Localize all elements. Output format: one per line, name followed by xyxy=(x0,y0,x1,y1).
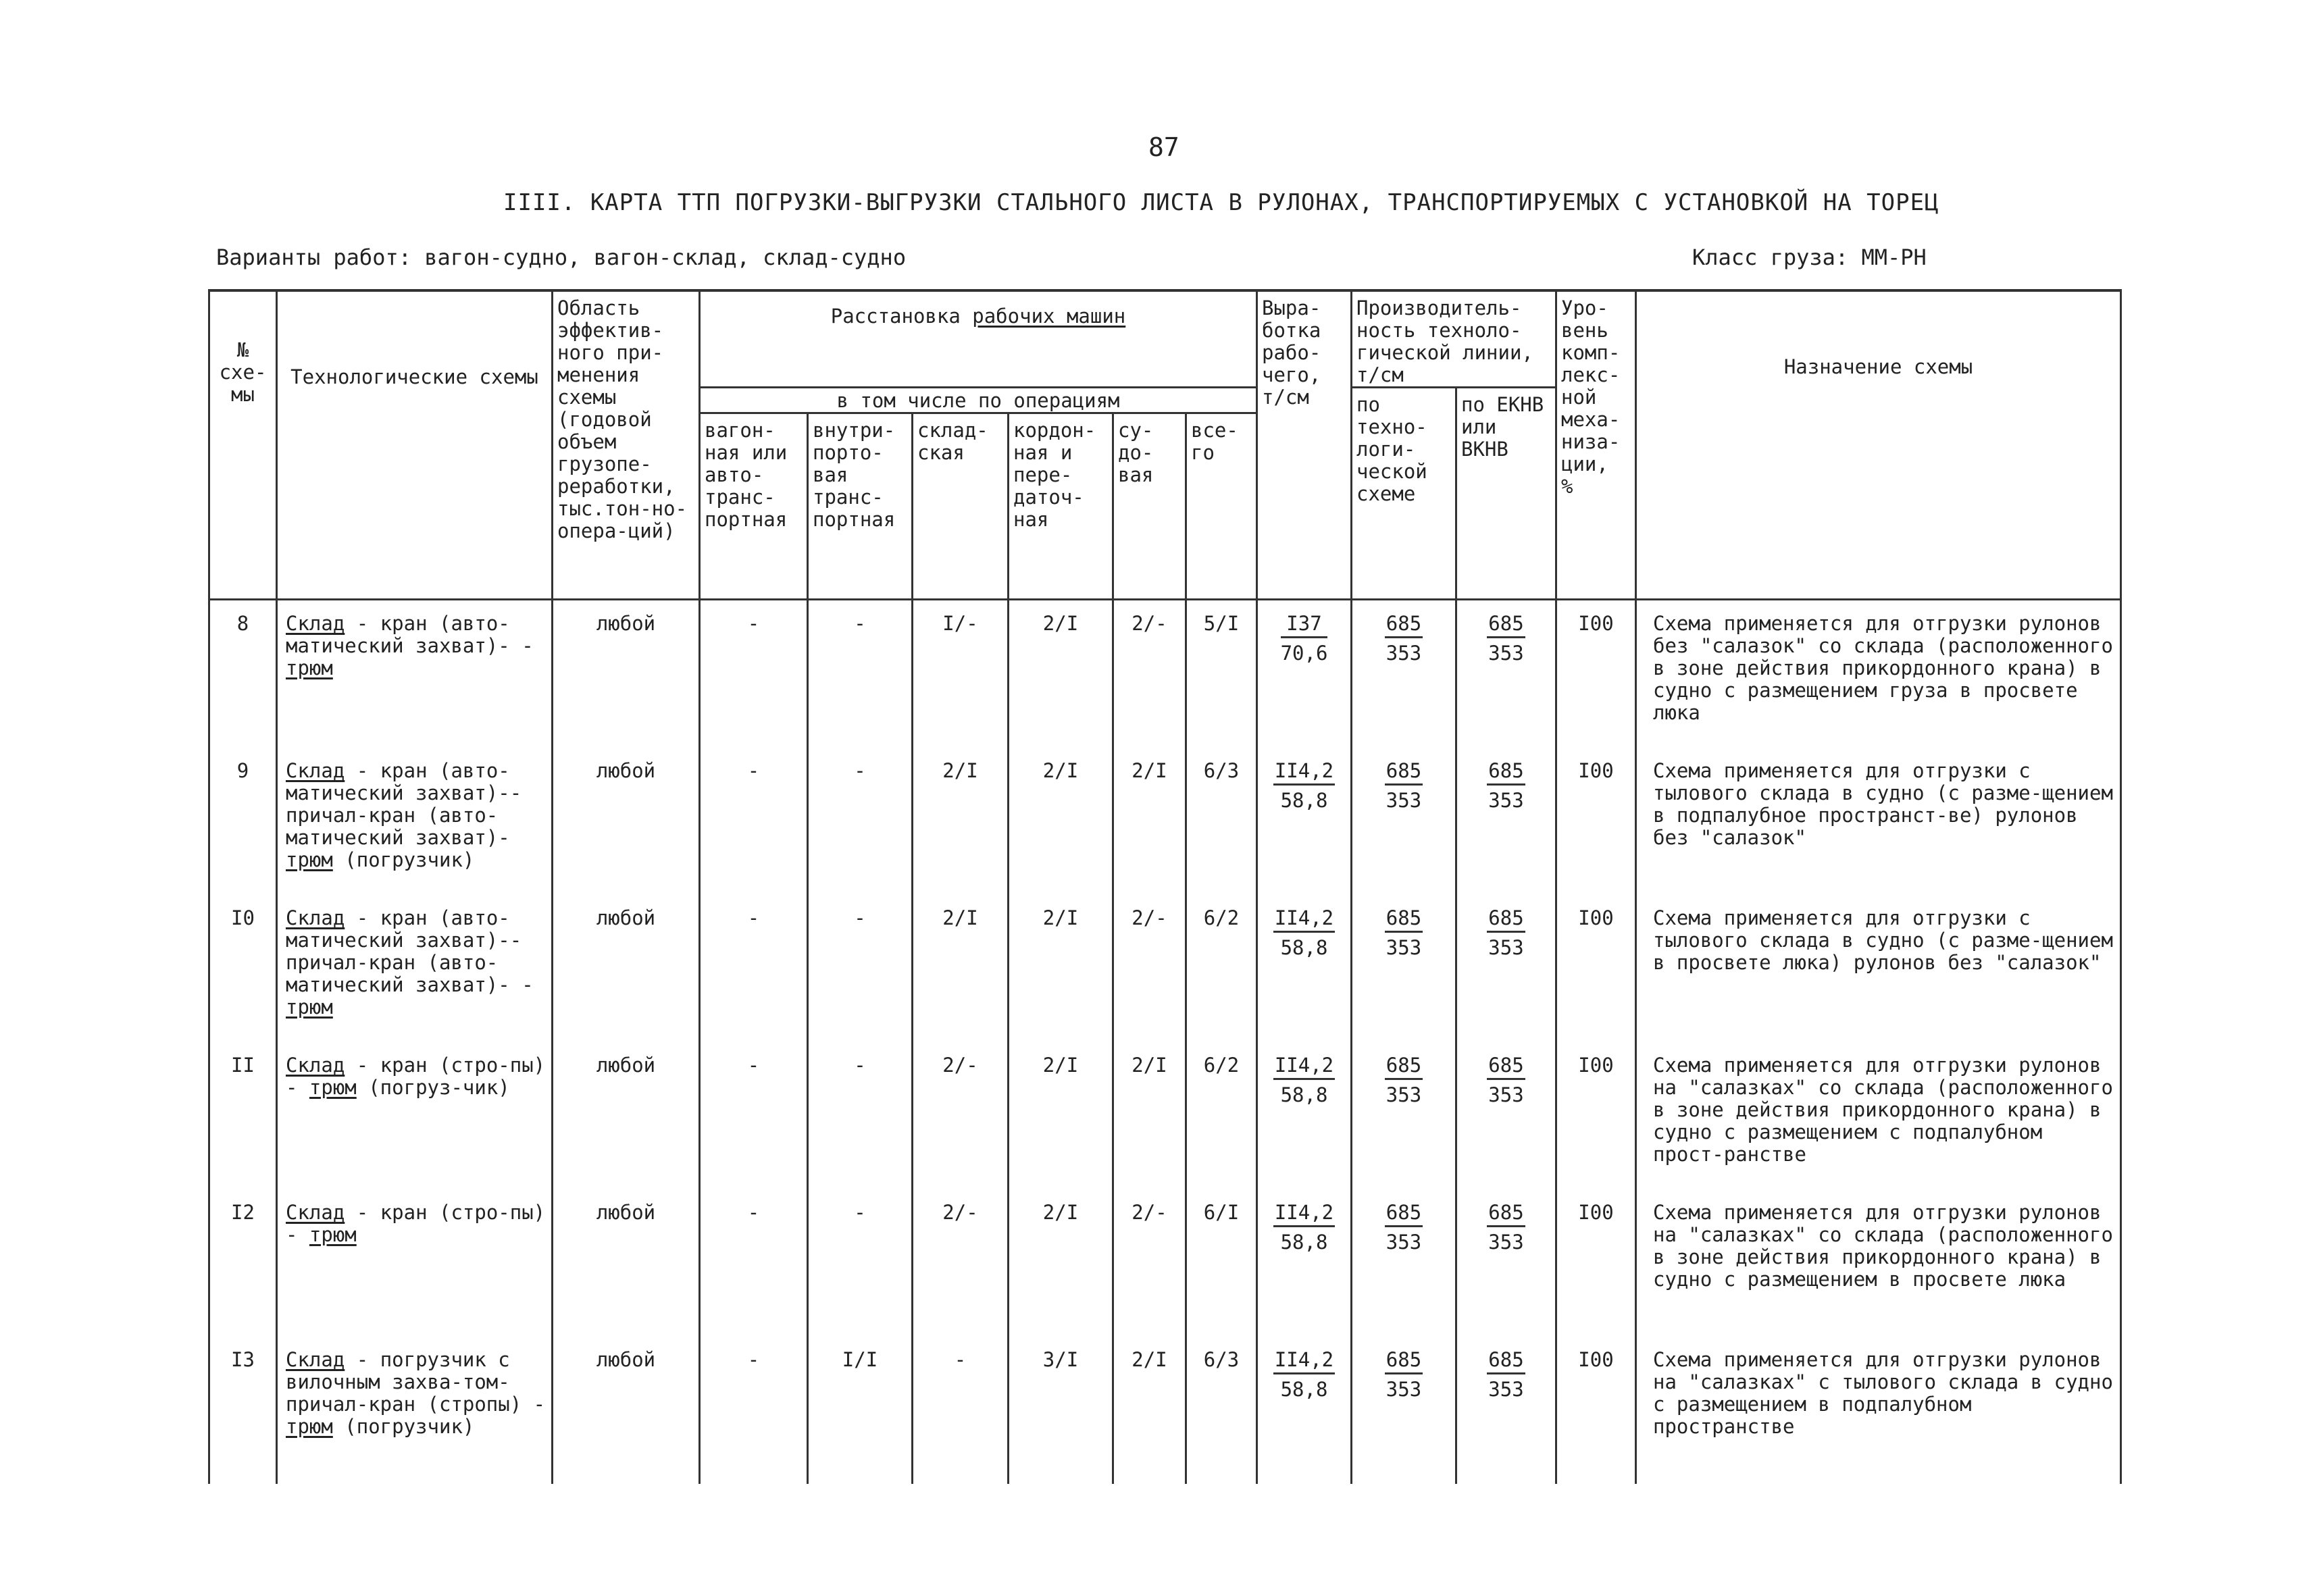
fraction-denominator: 353 xyxy=(1488,1083,1524,1106)
row-kordon: 2/I xyxy=(1009,600,1113,748)
row-mech-level: I00 xyxy=(1556,1337,1636,1484)
row-num: I0 xyxy=(209,895,277,1042)
fraction-numerator: 685 xyxy=(1385,1054,1423,1080)
fraction-value xyxy=(1385,1349,1423,1401)
fraction-value xyxy=(1385,613,1423,665)
row-purpose: Схема применяется для отгрузки рулонов на "салазках" со склада (расположенного в зоне действия прикордонного крана) в судно с размещением в просвете люка xyxy=(1636,1189,2121,1337)
row-ship: 2/- xyxy=(1113,600,1186,748)
table-row xyxy=(209,1189,2121,1337)
fraction-numerator: I37 xyxy=(1281,613,1328,638)
fraction-value xyxy=(1385,907,1423,959)
fraction-numerator: 685 xyxy=(1385,1349,1423,1374)
row-warehouse: 2/- xyxy=(913,1189,1009,1337)
row-internal: - xyxy=(808,895,913,1042)
row-num: I3 xyxy=(209,1337,277,1484)
header-num: № схе-мы xyxy=(209,290,277,600)
row-area: любой xyxy=(553,600,700,748)
row-internal: - xyxy=(808,748,913,895)
header-wagon: вагон-ная или авто-транс-портная xyxy=(700,413,808,600)
row-output xyxy=(1257,1042,1352,1189)
scheme-text: (погруз-чик) xyxy=(356,1076,510,1099)
row-prod-scheme xyxy=(1352,1337,1456,1484)
process-chart-table xyxy=(208,289,2122,1484)
scheme-underlined-term: Склад xyxy=(286,1201,345,1224)
row-num: I2 xyxy=(209,1189,277,1337)
row-purpose: Схема применяется для отгрузки с тылового склада в судно (с разме-щением в просвете люка) рулонов без "салазок" xyxy=(1636,895,2121,1042)
row-warehouse: 2/I xyxy=(913,895,1009,1042)
row-scheme xyxy=(277,600,553,748)
row-prod-ekhnv xyxy=(1456,1042,1556,1189)
fraction-denominator: 353 xyxy=(1488,1378,1524,1401)
fraction-numerator: 685 xyxy=(1385,907,1423,933)
row-wagon: - xyxy=(700,600,808,748)
row-warehouse: 2/- xyxy=(913,1042,1009,1189)
fraction-denominator: 58,8 xyxy=(1280,789,1328,812)
row-prod-ekhnv xyxy=(1456,748,1556,895)
process-chart-table-container xyxy=(208,289,2122,1484)
fraction-value xyxy=(1385,1054,1423,1106)
fraction-denominator: 353 xyxy=(1386,789,1422,812)
row-total: 6/3 xyxy=(1186,1337,1257,1484)
row-area: любой xyxy=(553,748,700,895)
row-wagon: - xyxy=(700,1189,808,1337)
table-row xyxy=(209,1337,2121,1484)
header-area: Область эффектив-ного при-менения схемы (годовой объем грузопе-реработки, тыс.тон-но-опера-ций) xyxy=(553,290,700,600)
header-internal: внутри-порто-вая транс-портная xyxy=(808,413,913,600)
row-output xyxy=(1257,600,1352,748)
row-internal: - xyxy=(808,1189,913,1337)
fraction-denominator: 353 xyxy=(1386,1083,1422,1106)
table-header xyxy=(209,290,2121,600)
row-ship: 2/I xyxy=(1113,1042,1186,1189)
fraction-numerator: 685 xyxy=(1487,907,1525,933)
fraction-value xyxy=(1273,1202,1335,1254)
scheme-text: - кран (стро-пы) - xyxy=(286,1201,546,1246)
row-output xyxy=(1257,748,1352,895)
scheme-text: - кран (стро-пы) - xyxy=(286,1054,546,1099)
fraction-numerator: II4,2 xyxy=(1273,1202,1335,1227)
row-num: 9 xyxy=(209,748,277,895)
row-purpose: Схема применяется для отгрузки рулонов на "салазках" со склада (расположенного в зоне действия прикордонного крана) в судно с размещением с подпалубном прост-ранстве xyxy=(1636,1042,2121,1189)
row-scheme xyxy=(277,748,553,895)
header-prod-scheme: по техно-логи-ческой схеме xyxy=(1352,388,1456,600)
header-schemes: Технологические схемы xyxy=(277,290,553,600)
row-warehouse: - xyxy=(913,1337,1009,1484)
row-total: 6/2 xyxy=(1186,1042,1257,1189)
row-prod-scheme xyxy=(1352,1189,1456,1337)
row-area: любой xyxy=(553,1189,700,1337)
fraction-denominator: 353 xyxy=(1386,1378,1422,1401)
row-output xyxy=(1257,1189,1352,1337)
row-scheme xyxy=(277,895,553,1042)
row-ship: 2/- xyxy=(1113,1189,1186,1337)
fraction-denominator: 353 xyxy=(1386,1231,1422,1254)
fraction-value xyxy=(1487,1349,1525,1401)
fraction-value xyxy=(1273,907,1335,959)
row-kordon: 2/I xyxy=(1009,748,1113,895)
fraction-denominator: 58,8 xyxy=(1280,1083,1328,1106)
fraction-numerator: II4,2 xyxy=(1273,1349,1335,1374)
row-wagon: - xyxy=(700,748,808,895)
header-prod-ekhnv: по ЕКНВ или ВКНВ xyxy=(1456,388,1556,600)
scheme-text: - кран (авто-матический захват)--причал-кран (авто-матический захват)- - xyxy=(286,906,534,996)
row-ship: 2/I xyxy=(1113,748,1186,895)
row-prod-ekhnv xyxy=(1456,600,1556,748)
scheme-text: - кран (авто-матический захват)- - xyxy=(286,612,534,657)
row-wagon: - xyxy=(700,1042,808,1189)
scheme-text: (погрузчик) xyxy=(332,848,475,871)
row-purpose: Схема применяется для отгрузки рулонов без "салазок" со склада (расположенного в зоне действия прикордонного крана) в судно с размещением груза в просвете люка xyxy=(1636,600,2121,748)
table-row xyxy=(209,600,2121,748)
fraction-value xyxy=(1281,613,1328,665)
row-ship: 2/I xyxy=(1113,1337,1186,1484)
fraction-numerator: 685 xyxy=(1385,613,1423,638)
row-prod-scheme xyxy=(1352,600,1456,748)
fraction-denominator: 58,8 xyxy=(1280,1378,1328,1401)
row-internal: - xyxy=(808,1042,913,1189)
row-prod-ekhnv xyxy=(1456,1337,1556,1484)
row-scheme xyxy=(277,1189,553,1337)
row-internal: - xyxy=(808,600,913,748)
fraction-denominator: 58,8 xyxy=(1280,1231,1328,1254)
header-placement-machines: рабочих машин xyxy=(972,305,1126,328)
row-prod-scheme xyxy=(1352,1042,1456,1189)
fraction-value xyxy=(1385,1202,1423,1254)
fraction-value xyxy=(1273,1349,1335,1401)
row-total: 6/I xyxy=(1186,1189,1257,1337)
header-output: Выра-ботка рабо-чего, т/см xyxy=(1257,290,1352,600)
fraction-denominator: 353 xyxy=(1488,1231,1524,1254)
fraction-numerator: 685 xyxy=(1385,1202,1423,1227)
table-row xyxy=(209,895,2121,1042)
fraction-numerator: 685 xyxy=(1487,760,1525,786)
table-row xyxy=(209,1042,2121,1189)
row-prod-ekhnv xyxy=(1456,895,1556,1042)
row-kordon: 2/I xyxy=(1009,895,1113,1042)
scheme-underlined-term: трюм xyxy=(309,1223,357,1246)
scheme-underlined-term: трюм xyxy=(309,1076,357,1099)
row-mech-level: I00 xyxy=(1556,1189,1636,1337)
fraction-numerator: 685 xyxy=(1487,1202,1525,1227)
fraction-value xyxy=(1487,1054,1525,1106)
row-wagon: - xyxy=(700,1337,808,1484)
row-area: любой xyxy=(553,1337,700,1484)
scheme-underlined-term: трюм xyxy=(286,1415,333,1438)
table-row xyxy=(209,748,2121,895)
header-ship: су-до-вая xyxy=(1113,413,1186,600)
fraction-numerator: 685 xyxy=(1487,1054,1525,1080)
fraction-numerator: 685 xyxy=(1487,1349,1525,1374)
header-productivity: Производитель-ность техноло-гической линии, т/см xyxy=(1352,290,1556,388)
fraction-value xyxy=(1385,760,1423,812)
page-number: 87 xyxy=(1148,132,1179,162)
fraction-denominator: 353 xyxy=(1386,642,1422,665)
row-output xyxy=(1257,1337,1352,1484)
fraction-value xyxy=(1487,613,1525,665)
scheme-text: - погрузчик с вилочным захва-том-причал-кран (стропы) - xyxy=(286,1348,546,1416)
row-warehouse: 2/I xyxy=(913,748,1009,895)
row-prod-scheme xyxy=(1352,748,1456,895)
header-total: все-го xyxy=(1186,413,1257,600)
fraction-denominator: 70,6 xyxy=(1280,642,1328,665)
fraction-denominator: 353 xyxy=(1488,936,1524,959)
fraction-numerator: 685 xyxy=(1487,613,1525,638)
scheme-text: (погрузчик) xyxy=(332,1415,475,1438)
row-scheme xyxy=(277,1042,553,1189)
row-total: 6/2 xyxy=(1186,895,1257,1042)
scheme-underlined-term: Склад xyxy=(286,1348,345,1371)
scheme-underlined-term: Склад xyxy=(286,612,345,635)
scheme-underlined-term: трюм xyxy=(286,657,333,679)
row-purpose: Схема применяется для отгрузки с тылового склада в судно (с разме-щением в подпалубное пространст-ве) рулонов без "салазок" xyxy=(1636,748,2121,895)
header-purpose: Назначение схемы xyxy=(1636,290,2121,600)
work-variants: Варианты работ: вагон-судно, вагон-склад, склад-судно xyxy=(216,244,907,270)
header-kordon: кордон-ная и пере-даточ-ная xyxy=(1009,413,1113,600)
row-total: 6/3 xyxy=(1186,748,1257,895)
row-mech-level: I00 xyxy=(1556,895,1636,1042)
fraction-value xyxy=(1487,760,1525,812)
row-internal: I/I xyxy=(808,1337,913,1484)
row-ship: 2/- xyxy=(1113,895,1186,1042)
header-placement xyxy=(700,290,1257,388)
fraction-value xyxy=(1273,760,1335,812)
row-area: любой xyxy=(553,1042,700,1189)
row-purpose: Схема применяется для отгрузки рулонов на "салазках" с тылового склада в судно с размещением в подпалубном пространстве xyxy=(1636,1337,2121,1484)
fraction-value xyxy=(1487,1202,1525,1254)
scheme-underlined-term: Склад xyxy=(286,759,345,782)
row-kordon: 2/I xyxy=(1009,1042,1113,1189)
page-title: IIII. КАРТА ТТП ПОГРУЗКИ-ВЫГРУЗКИ СТАЛЬНОГО ЛИСТА В РУЛОНАХ, ТРАНСПОРТИРУЕМЫХ С УСТАНОВКОЙ НА ТОРЕЦ xyxy=(503,189,1939,216)
fraction-value xyxy=(1487,907,1525,959)
scheme-text: - кран (авто-матический захват)--причал-кран (авто-матический захват)- xyxy=(286,759,522,849)
row-output xyxy=(1257,895,1352,1042)
row-warehouse: I/- xyxy=(913,600,1009,748)
row-total: 5/I xyxy=(1186,600,1257,748)
scheme-underlined-term: трюм xyxy=(286,996,333,1019)
fraction-denominator: 58,8 xyxy=(1280,936,1328,959)
scheme-underlined-term: Склад xyxy=(286,906,345,929)
scheme-underlined-term: Склад xyxy=(286,1054,345,1077)
row-kordon: 3/I xyxy=(1009,1337,1113,1484)
row-wagon: - xyxy=(700,895,808,1042)
fraction-denominator: 353 xyxy=(1488,789,1524,812)
row-num: 8 xyxy=(209,600,277,748)
row-num: II xyxy=(209,1042,277,1189)
fraction-numerator: II4,2 xyxy=(1273,1054,1335,1080)
cargo-class: Класс груза: ММ-РН xyxy=(1692,244,1927,270)
row-prod-ekhnv xyxy=(1456,1189,1556,1337)
fraction-value xyxy=(1273,1054,1335,1106)
fraction-numerator: 685 xyxy=(1385,760,1423,786)
fraction-denominator: 353 xyxy=(1386,936,1422,959)
row-mech-level: I00 xyxy=(1556,1042,1636,1189)
row-prod-scheme xyxy=(1352,895,1456,1042)
fraction-numerator: II4,2 xyxy=(1273,760,1335,786)
row-scheme xyxy=(277,1337,553,1484)
fraction-numerator: II4,2 xyxy=(1273,907,1335,933)
header-placement-prefix: Расстановка xyxy=(830,305,961,328)
header-mech-level: Уро-вень комп-лекс-ной меха-низа-ции, % xyxy=(1556,290,1636,600)
row-mech-level: I00 xyxy=(1556,600,1636,748)
header-including-operations: в том числе по операциям xyxy=(700,388,1257,413)
table-body xyxy=(209,600,2121,1485)
row-kordon: 2/I xyxy=(1009,1189,1113,1337)
row-area: любой xyxy=(553,895,700,1042)
row-mech-level: I00 xyxy=(1556,748,1636,895)
scheme-underlined-term: трюм xyxy=(286,848,333,871)
header-warehouse: склад-ская xyxy=(913,413,1009,600)
fraction-denominator: 353 xyxy=(1488,642,1524,665)
